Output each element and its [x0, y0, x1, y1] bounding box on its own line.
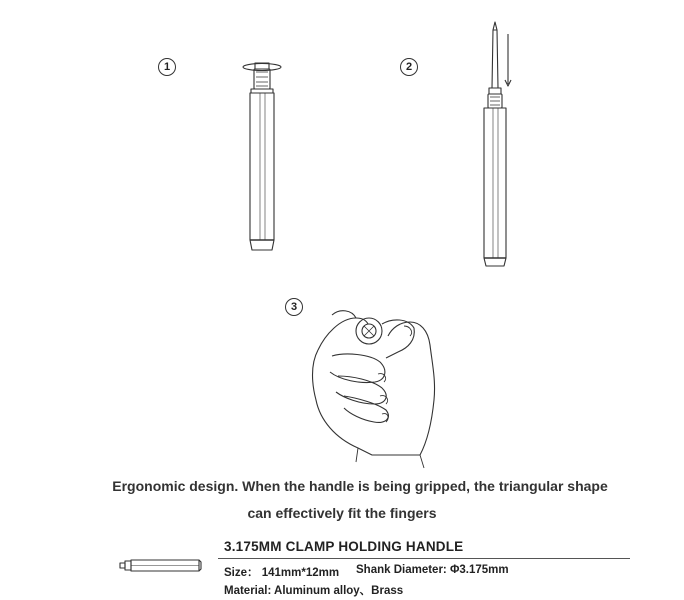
step-3-hand-illustration: [313, 311, 435, 468]
spec-shank-diameter: Shank Diameter: Φ3.175mm: [356, 564, 509, 576]
spec-material: Material: Aluminum alloy、Brass: [224, 585, 404, 597]
step-2-number: 2: [400, 58, 418, 76]
step-1-number: 1: [158, 58, 176, 76]
title-divider: [218, 558, 630, 559]
step-1-handle-illustration: [243, 63, 281, 250]
product-thumbnail: [120, 560, 201, 571]
caption-line-2: can effectively fit the fingers: [247, 505, 437, 521]
step-2-handle-illustration: [484, 22, 511, 266]
spec-size: Size： 141mm*12mm: [224, 567, 340, 579]
product-title: 3.175MM CLAMP HOLDING HANDLE: [224, 539, 464, 554]
step-3-number: 3: [285, 298, 303, 316]
caption-line-1: Ergonomic design. When the handle is being gripped, the triangular shape: [112, 478, 608, 494]
